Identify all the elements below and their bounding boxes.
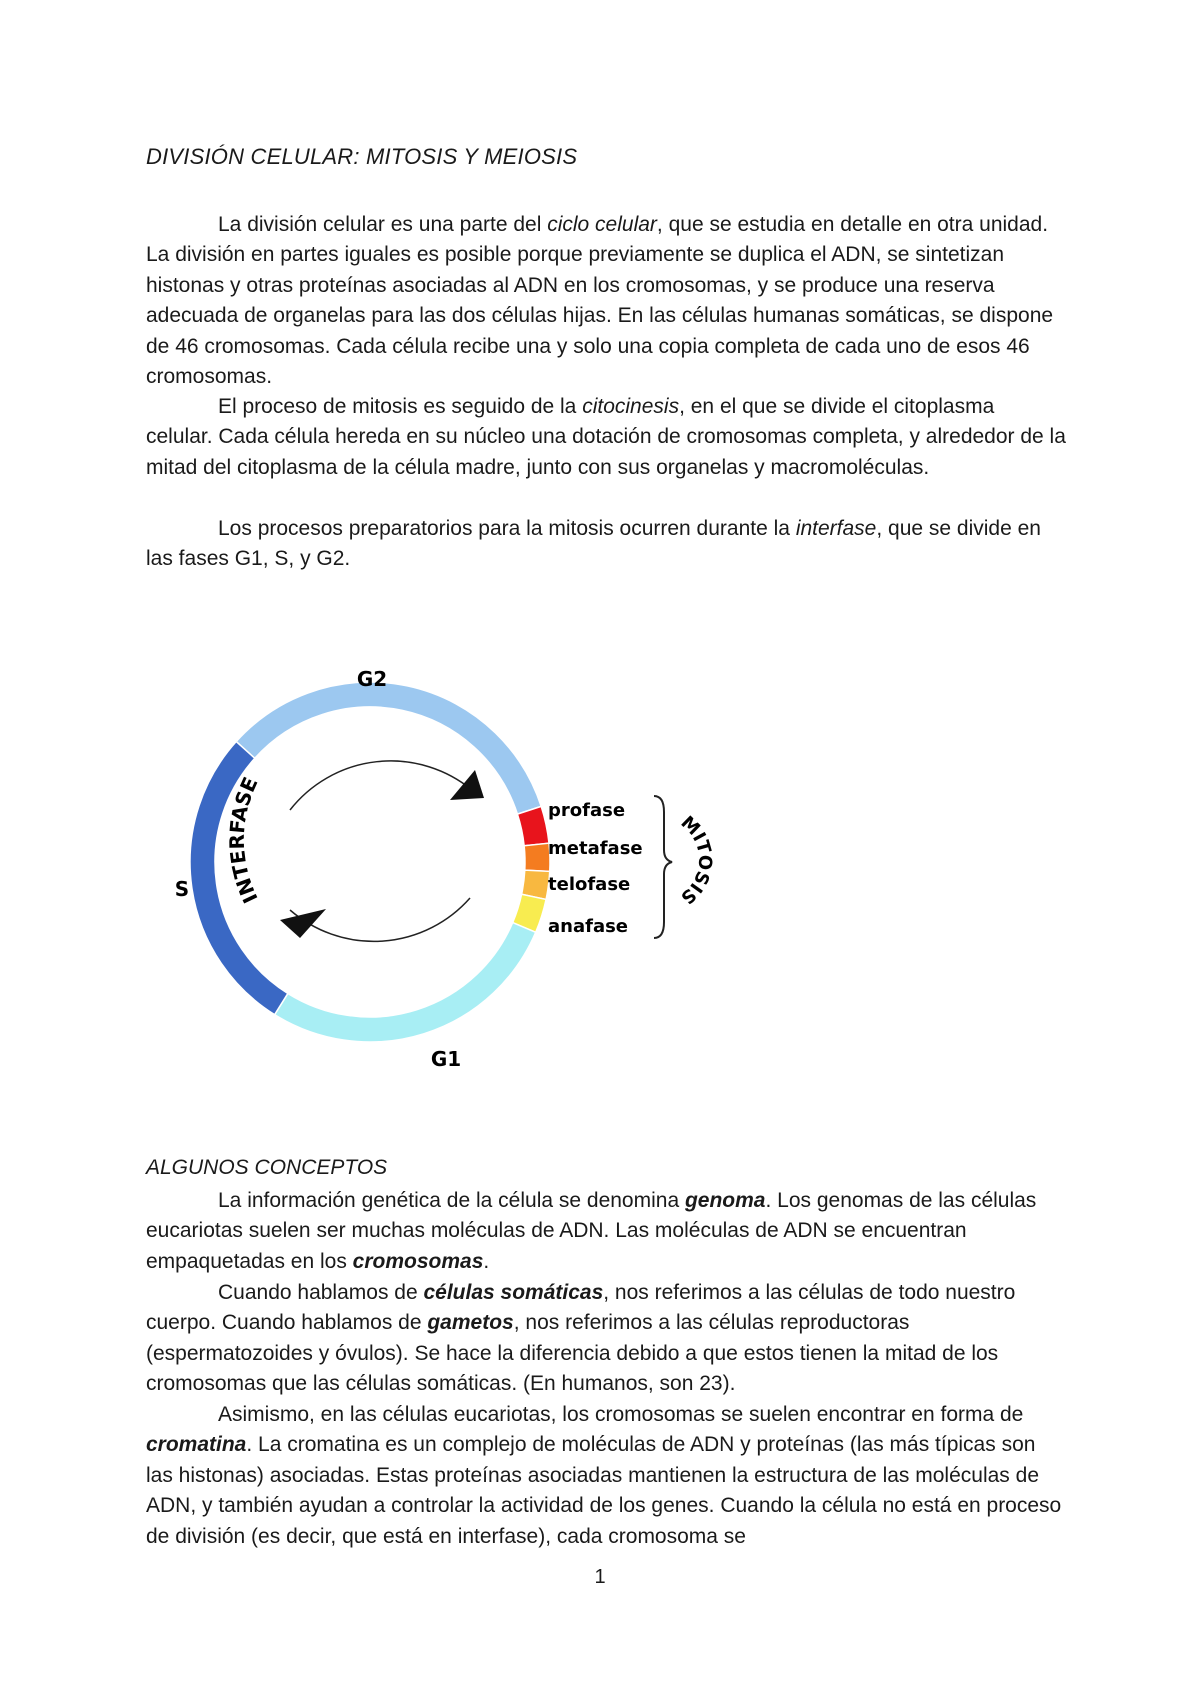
text-run: . La cromatina es un complejo de moléculas de ADN y proteínas (las más típicas son las histonas) asociadas. Estas proteínas asociadas mantienen la estructura de las moléculas de ADN, y también ayudan a controlar la actividad de los genes. Cuando la célula no está en proceso de división (es decir, que está en interfase), cada cromosoma se xyxy=(146,1433,1062,1548)
page-title: DIVISIÓN CELULAR: MITOSIS Y MEIOSIS xyxy=(146,144,578,169)
text-run: , en el que se divide el citoplasma celular. Cada célula hereda en su núcleo una dotación de cromosomas completa, y alrededor de la mitad del citoplasma de la célula madre, junto con sus organelas y macromoléculas. xyxy=(146,395,1066,479)
concepts-paragraph-3 xyxy=(146,1400,1066,1552)
text-run: , nos referimos a las células reproductoras (espermatozoides y óvulos). Se hace la diferencia debido a que estos tienen la mitad de los cromosomas que las células somáticas. (En humanos, son 23). xyxy=(146,1311,999,1396)
g1-label: G1 xyxy=(430,1047,462,1071)
phase-label-anafase: anafase xyxy=(548,916,629,937)
interfase-arrowhead-top xyxy=(450,770,484,800)
mitosis-label: MITOSIS xyxy=(676,812,716,909)
text-run: Asimismo, en las células eucariotas, los cromosomas se suelen encontrar en forma de xyxy=(218,1403,1024,1426)
s-label: S xyxy=(174,877,190,901)
intro-paragraph-2 xyxy=(146,392,1066,483)
text-run: La información genética de la célula se denomina xyxy=(218,1189,685,1212)
term-cromosomas: cromosomas xyxy=(352,1249,484,1273)
term-genoma: genoma xyxy=(684,1189,766,1212)
text-run: . xyxy=(483,1249,490,1273)
text-run: , que se divide en las fases G1, S, y G2. xyxy=(146,517,1041,571)
term-celulas-somaticas: células somáticas xyxy=(423,1281,604,1304)
term-interfase: interfase xyxy=(795,517,877,540)
interfase-arrow-bottom-line xyxy=(290,898,470,941)
text-run: Los procesos preparatorios para la mitosis ocurren durante la xyxy=(218,517,796,540)
text-run: Cuando hablamos de xyxy=(218,1281,424,1304)
term-ciclo-celular: ciclo celular xyxy=(547,213,657,236)
concepts-paragraph-1 xyxy=(146,1186,1066,1277)
interfase-arrow-top-line xyxy=(290,761,472,810)
term-gametos: gametos xyxy=(427,1311,514,1335)
text-run: La división celular es una parte del xyxy=(218,213,548,236)
g2-segment xyxy=(236,682,541,814)
g2-label: G2 xyxy=(356,667,388,691)
metafase-segment xyxy=(524,843,550,871)
interfase-label: INTERFASE xyxy=(224,773,263,908)
g1-segment xyxy=(275,923,536,1042)
text-run: , nos referimos a las células de todo nuestro cuerpo. Cuando hablamos de xyxy=(146,1281,1016,1335)
section-heading: ALGUNOS CONCEPTOS xyxy=(146,1156,388,1179)
mitosis-brace xyxy=(654,796,672,938)
intro-paragraph-1 xyxy=(146,210,1066,392)
concepts-paragraph-2 xyxy=(146,1278,1066,1400)
text-run: . Los genomas de las células eucariotas suelen ser muchas moléculas de ADN. Las moléculas de ADN se encuentran empaquetadas en los xyxy=(146,1189,1037,1273)
interfase-arrowhead-bottom xyxy=(280,909,326,938)
page-number: 1 xyxy=(594,1566,606,1588)
text-run: , que se estudia en detalle en otra unidad. La división en partes iguales es posible porque previamente se duplica el ADN, se sintetizan histonas y otras proteínas asociadas al ADN en los cromosomas, y se produce una reserva adecuada de organelas para las dos células hijas. En las células humanas somáticas, se dispone de 46 cromosomas. Cada célula recibe una y solo una copia completa de cada uno de esos 46 cromosomas. xyxy=(146,213,1054,389)
profase-segment xyxy=(517,806,549,845)
term-citocinesis: citocinesis xyxy=(582,395,680,418)
phase-label-metafase: metafase xyxy=(548,838,643,859)
cell-cycle-diagram xyxy=(150,640,750,1080)
phase-label-profase: profase xyxy=(548,800,626,821)
intro-paragraph-3 xyxy=(146,514,1066,575)
text-run: El proceso de mitosis es seguido de la xyxy=(218,395,583,418)
term-cromatina: cromatina xyxy=(146,1433,247,1457)
phase-label-telofase: telofase xyxy=(548,874,631,895)
